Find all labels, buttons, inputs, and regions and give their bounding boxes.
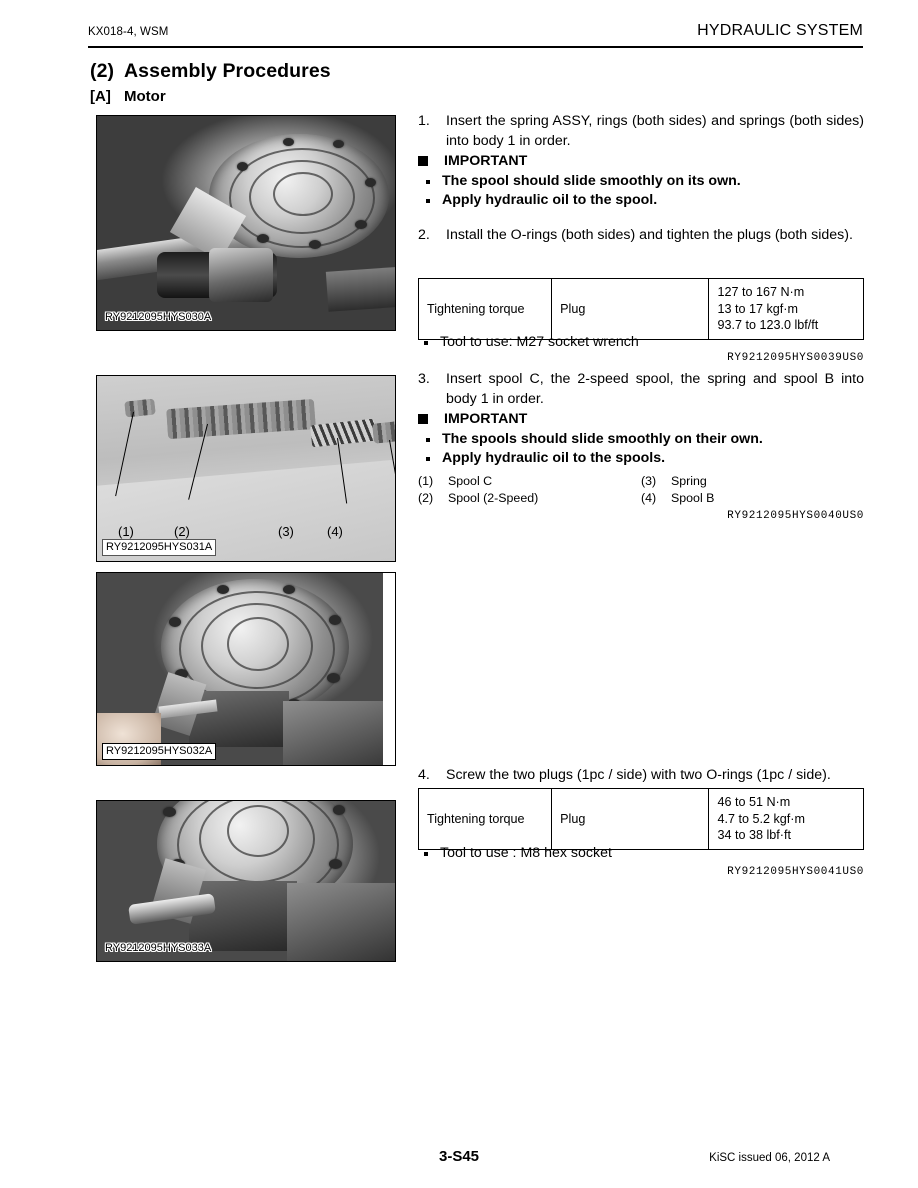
- bullet-icon: [426, 438, 430, 442]
- important-square-icon: [418, 414, 428, 424]
- torque-values-cell: [709, 279, 864, 340]
- important-bullet: [418, 449, 864, 469]
- important-bullet: [418, 172, 864, 192]
- header-rule: [88, 46, 863, 48]
- subsection-title: [90, 88, 166, 105]
- reference-code-2: RY9212095HYS0040US0: [727, 510, 864, 522]
- legend-item-4-number: (4): [641, 491, 657, 505]
- important-block-1: [418, 152, 864, 211]
- important-bullet: [418, 191, 864, 211]
- section-title-text: Assembly Procedures: [124, 60, 331, 82]
- important-heading: [418, 152, 864, 172]
- important-square-icon: [418, 156, 428, 166]
- step-4: [418, 766, 864, 786]
- torque-value-nm: 46 to 51 N·m: [717, 795, 791, 809]
- reference-code-1: RY9212095HYS0039US0: [727, 352, 864, 364]
- important-bullet-text: Apply hydraulic oil to the spool.: [442, 192, 658, 208]
- important-label: IMPORTANT: [444, 153, 528, 169]
- header-model: KX018-4, WSM: [88, 26, 169, 38]
- step-4-number: 4.: [418, 767, 430, 783]
- photo-image: [97, 801, 395, 961]
- torque-label-cell: Tightening torque: [419, 279, 552, 340]
- step-2-number: 2.: [418, 227, 430, 243]
- photo-spool-parts-2: [96, 375, 396, 562]
- torque-part-cell: Plug: [552, 279, 709, 340]
- legend-item-3: [641, 473, 864, 490]
- legend-item-3-label: Spring: [671, 474, 707, 488]
- step-1-text: Insert the spring ASSY, rings (both sides) and springs (both sides) into body 1 in order.: [446, 113, 864, 149]
- header-section: HYDRAULIC SYSTEM: [697, 22, 863, 39]
- torque-value-lbfft: 93.7 to 123.0 lbf/ft: [717, 318, 819, 332]
- page-number: 3-S45: [438, 1148, 480, 1165]
- legend-item-2-label: Spool (2-Speed): [448, 491, 539, 505]
- photo-image: [97, 376, 395, 561]
- torque-table-2: [418, 788, 864, 850]
- photo-caption: RY9212095HYS032A: [102, 743, 216, 760]
- table-row: [419, 789, 864, 850]
- bullet-icon: [424, 852, 428, 856]
- bullet-icon: [424, 341, 428, 345]
- photo-caption: RY9212095HYS031A: [102, 539, 216, 556]
- step-4-text: Screw the two plugs (1pc / side) with two O-rings (1pc / side).: [446, 767, 831, 783]
- subsection-title-text: Motor: [124, 88, 166, 105]
- subsection-number: [A]: [90, 88, 111, 105]
- torque-value-lbfft: 34 to 38 lbf·ft: [717, 828, 791, 842]
- torque-label-cell: Tightening torque: [419, 789, 552, 850]
- step-2: [418, 226, 864, 246]
- section-title: [90, 60, 331, 83]
- step-1-number: 1.: [418, 113, 430, 129]
- legend-item-4-label: Spool B: [671, 491, 715, 505]
- important-bullet: [418, 430, 864, 450]
- callout-4: (4): [327, 524, 343, 539]
- important-block-2: [418, 410, 864, 469]
- torque-table-1: [418, 278, 864, 340]
- legend-item-1: [418, 473, 641, 490]
- photo-caption: RY9212095HYS033A: [105, 942, 212, 955]
- step-3-number: 3.: [418, 371, 430, 387]
- step-1: [418, 112, 864, 151]
- bullet-icon: [426, 457, 430, 461]
- section-number: (2): [90, 60, 115, 82]
- callout-1: (1): [118, 524, 134, 539]
- legend-row: [418, 473, 864, 490]
- photo-motor-assembly-4: [96, 800, 396, 962]
- tool-note-1-text: Tool to use: M27 socket wrench: [440, 334, 639, 350]
- legend-row: [418, 490, 864, 507]
- parts-legend: [418, 473, 864, 507]
- tool-note-2-text: Tool to use : M8 hex socket: [440, 845, 612, 861]
- step-3-text: Insert spool C, the 2-speed spool, the spring and spool B into body 1 in order.: [446, 371, 864, 407]
- callout-2: (2): [174, 524, 190, 539]
- important-bullet-text: Apply hydraulic oil to the spools.: [442, 450, 666, 466]
- torque-value-nm: 127 to 167 N·m: [717, 285, 805, 299]
- tool-note-1: [418, 333, 864, 352]
- important-label: IMPORTANT: [444, 411, 528, 427]
- table-row: [419, 279, 864, 340]
- torque-part-cell: Plug: [552, 789, 709, 850]
- legend-item-4: [641, 490, 864, 507]
- legend-item-1-label: Spool C: [448, 474, 493, 488]
- step-2-text: Install the O-rings (both sides) and tighten the plugs (both sides).: [446, 227, 853, 243]
- legend-item-1-number: (1): [418, 474, 434, 488]
- photo-image: [97, 573, 395, 765]
- bullet-icon: [426, 180, 430, 184]
- photo-motor-assembly-1: [96, 115, 396, 331]
- photo-image: [97, 116, 395, 330]
- reference-code-3: RY9212095HYS0041US0: [727, 866, 864, 878]
- legend-item-2-number: (2): [418, 491, 434, 505]
- important-heading: [418, 410, 864, 430]
- tool-note-2: [418, 844, 864, 863]
- issue-note: KiSC issued 06, 2012 A: [709, 1152, 830, 1164]
- torque-value-kgfm: 4.7 to 5.2 kgf·m: [717, 811, 805, 826]
- legend-item-2: [418, 490, 641, 507]
- callout-3: (3): [278, 524, 294, 539]
- important-bullet-text: The spools should slide smoothly on their own.: [442, 430, 763, 447]
- important-bullet-text: The spool should slide smoothly on its own.: [442, 172, 741, 189]
- torque-values-cell: [709, 789, 864, 850]
- photo-caption: RY9212095HYS030A: [105, 311, 212, 324]
- photo-motor-assembly-3: [96, 572, 396, 766]
- step-3: [418, 370, 864, 409]
- bullet-icon: [426, 199, 430, 203]
- torque-value-kgfm: 13 to 17 kgf·m: [717, 301, 798, 316]
- legend-item-3-number: (3): [641, 474, 657, 488]
